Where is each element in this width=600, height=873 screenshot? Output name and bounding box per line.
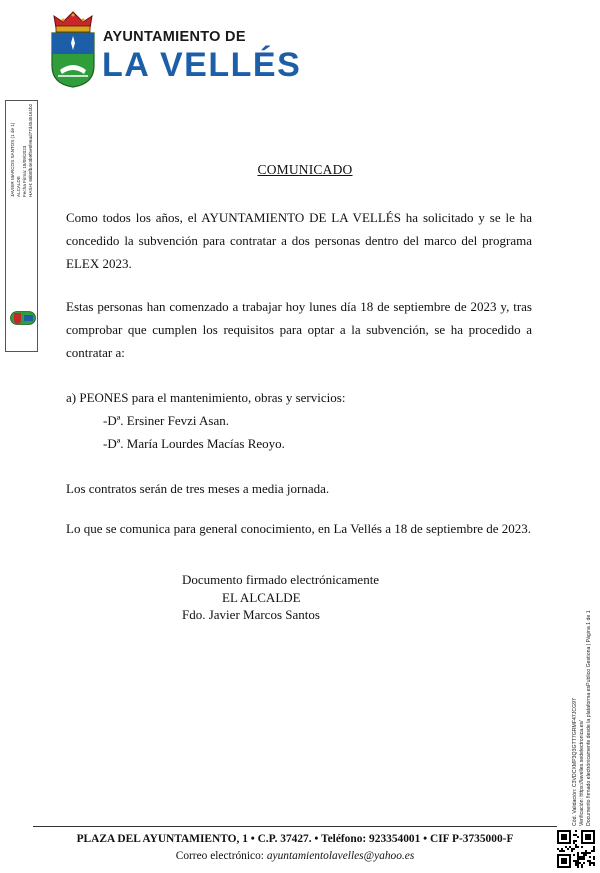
stamp-hash: HASH: 66b8fb4e3b9f5e8fe6ad77d4545161b2 <box>28 103 33 197</box>
verification-url: Verificación: https://lavelles.sedelectronica.es/ <box>579 720 585 826</box>
paragraph-closing: Lo que se comunica para general conocimiento, en La Vellés a 18 de septiembre de 2023. <box>66 521 532 536</box>
footer-contact <box>33 850 557 862</box>
signature-note: Documento firmado electrónicamente <box>182 572 380 587</box>
stamp-date: Fecha Firma: 18/09/2023 <box>22 145 27 197</box>
footer-email-link[interactable]: ayuntamientolavelles@yahoo.es <box>266 850 415 862</box>
logo-title-main: LA VELLÉS <box>102 46 302 84</box>
logo-title-top: AYUNTAMIENTO DE <box>103 29 246 45</box>
list-item: -Dª. María Lourdes Macías Reoyo. <box>103 436 285 451</box>
verification-code: Cód. Validación: C3VDCXMP3Q3GTT7GRMF47JCG97 <box>572 698 578 826</box>
stamp-seal-icon <box>10 311 36 325</box>
list-intro: a) PEONES para el mantenimiento, obras y servicios: <box>66 390 346 405</box>
footer-divider <box>33 826 557 827</box>
signature-role: EL ALCALDE <box>222 590 301 605</box>
document-title: COMUNICADO <box>257 162 353 177</box>
signature-name: Fdo. Javier Marcos Santos <box>182 607 320 622</box>
qr-code-icon <box>557 830 595 868</box>
list-item: -Dª. Ersiner Fevzi Asan. <box>103 413 229 428</box>
paragraph-intro: Como todos los años, el AYUNTAMIENTO DE LA VELLÉS ha solicitado y se le ha concedido la subvención para contratar a dos personas dentro del marco del programa ELEX 2023. <box>66 210 532 271</box>
stamp-signer: JAVIER MARCOS SANTOS (1 de 1) <box>10 122 15 197</box>
paragraph-hiring: Estas personas han comenzado a trabajar hoy lunes día 18 de septiembre de 2023 y, tras comprobar que cumplen los requisitos para optar a la subvención, se ha procedido a contratar a: <box>66 299 532 360</box>
stamp-role: ALCALDE <box>16 176 21 197</box>
paragraph-contracts: Los contratos serán de tres meses a media jornada. <box>66 481 330 496</box>
footer-email-label: Correo electrónico: <box>175 850 267 862</box>
verification-platform: Documento firmado electrónicamente desde la plataforma esPublico Gestiona | Página 1 de 1 <box>586 610 592 826</box>
footer-address: PLAZA DEL AYUNTAMIENTO, 1 • C.P. 37427. • Teléfono: 923354001 • CIF P-3735000-F <box>76 833 514 845</box>
municipal-crest-icon <box>50 10 96 88</box>
